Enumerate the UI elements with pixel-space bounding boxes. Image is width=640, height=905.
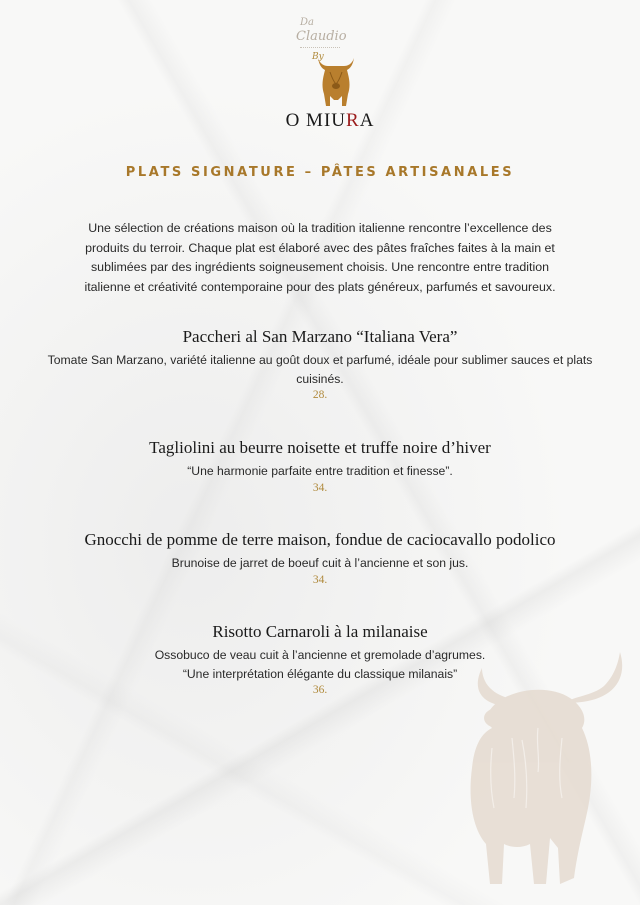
intro-paragraph: Une sélection de créations maison où la tradition italienne rencontre l’excellence des produits du terroir. Chaque plat est élaboré avec des pâtes fraîches faites à la main et sublimées par des ingrédients soigneusement choisis. Une rencontre entre tradition italienne et créativité contemporaine pour des plats généreux, parfumés et savoureux.: [84, 221, 556, 294]
dish-item: [40, 529, 600, 587]
dish-description: Tomate San Marzano, variété italienne au goût doux et parfumé, idéale pour sublimer sauces et plats cuisinés.: [47, 353, 593, 386]
dish-description: “Une harmonie parfaite entre tradition et finesse”.: [187, 464, 453, 478]
dish-name: Paccheri al San Marzano “Italiana Vera”: [182, 327, 458, 346]
dish-description: Ossobuco de veau cuit à l’ancienne et gremolade d’agrumes.: [154, 648, 486, 662]
bull-icon: [314, 52, 358, 108]
dish-price: 34.: [312, 481, 328, 494]
dish-description: Brunoise de jarret de boeuf cuit à l’ancienne et son jus.: [171, 556, 469, 570]
logo-divider: [300, 47, 340, 49]
dish-name: Gnocchi de pomme de terre maison, fondue de caciocavallo podolico: [84, 530, 556, 549]
logo-name-accent: R: [346, 110, 360, 131]
logo-o-miura: [270, 111, 390, 131]
dish-name: Tagliolini au beurre noisette et truffe noire d’hiver: [149, 438, 491, 457]
logo-name-suffix: A: [359, 110, 375, 131]
dish-item: [40, 437, 600, 495]
dish-name: Risotto Carnaroli à la milanaise: [212, 622, 428, 641]
logo-claudio-text: Claudio: [296, 29, 347, 44]
dish-item: [40, 326, 600, 402]
section-title: PLATS SIGNATURE – PÂTES ARTISANALES: [125, 165, 515, 180]
bull-watermark-icon: [442, 648, 632, 898]
logo-name-prefix: O MIU: [285, 110, 346, 131]
logo-da-text: Da: [300, 17, 314, 28]
dish-price: 28.: [312, 389, 328, 401]
logo-by-text: By: [312, 52, 324, 62]
dish-description-quote: “Une interprétation élégante du classique milanais”: [182, 666, 458, 681]
dish-price: 34.: [312, 573, 328, 586]
dish-price: 36.: [312, 684, 328, 696]
restaurant-logo: [270, 14, 390, 131]
